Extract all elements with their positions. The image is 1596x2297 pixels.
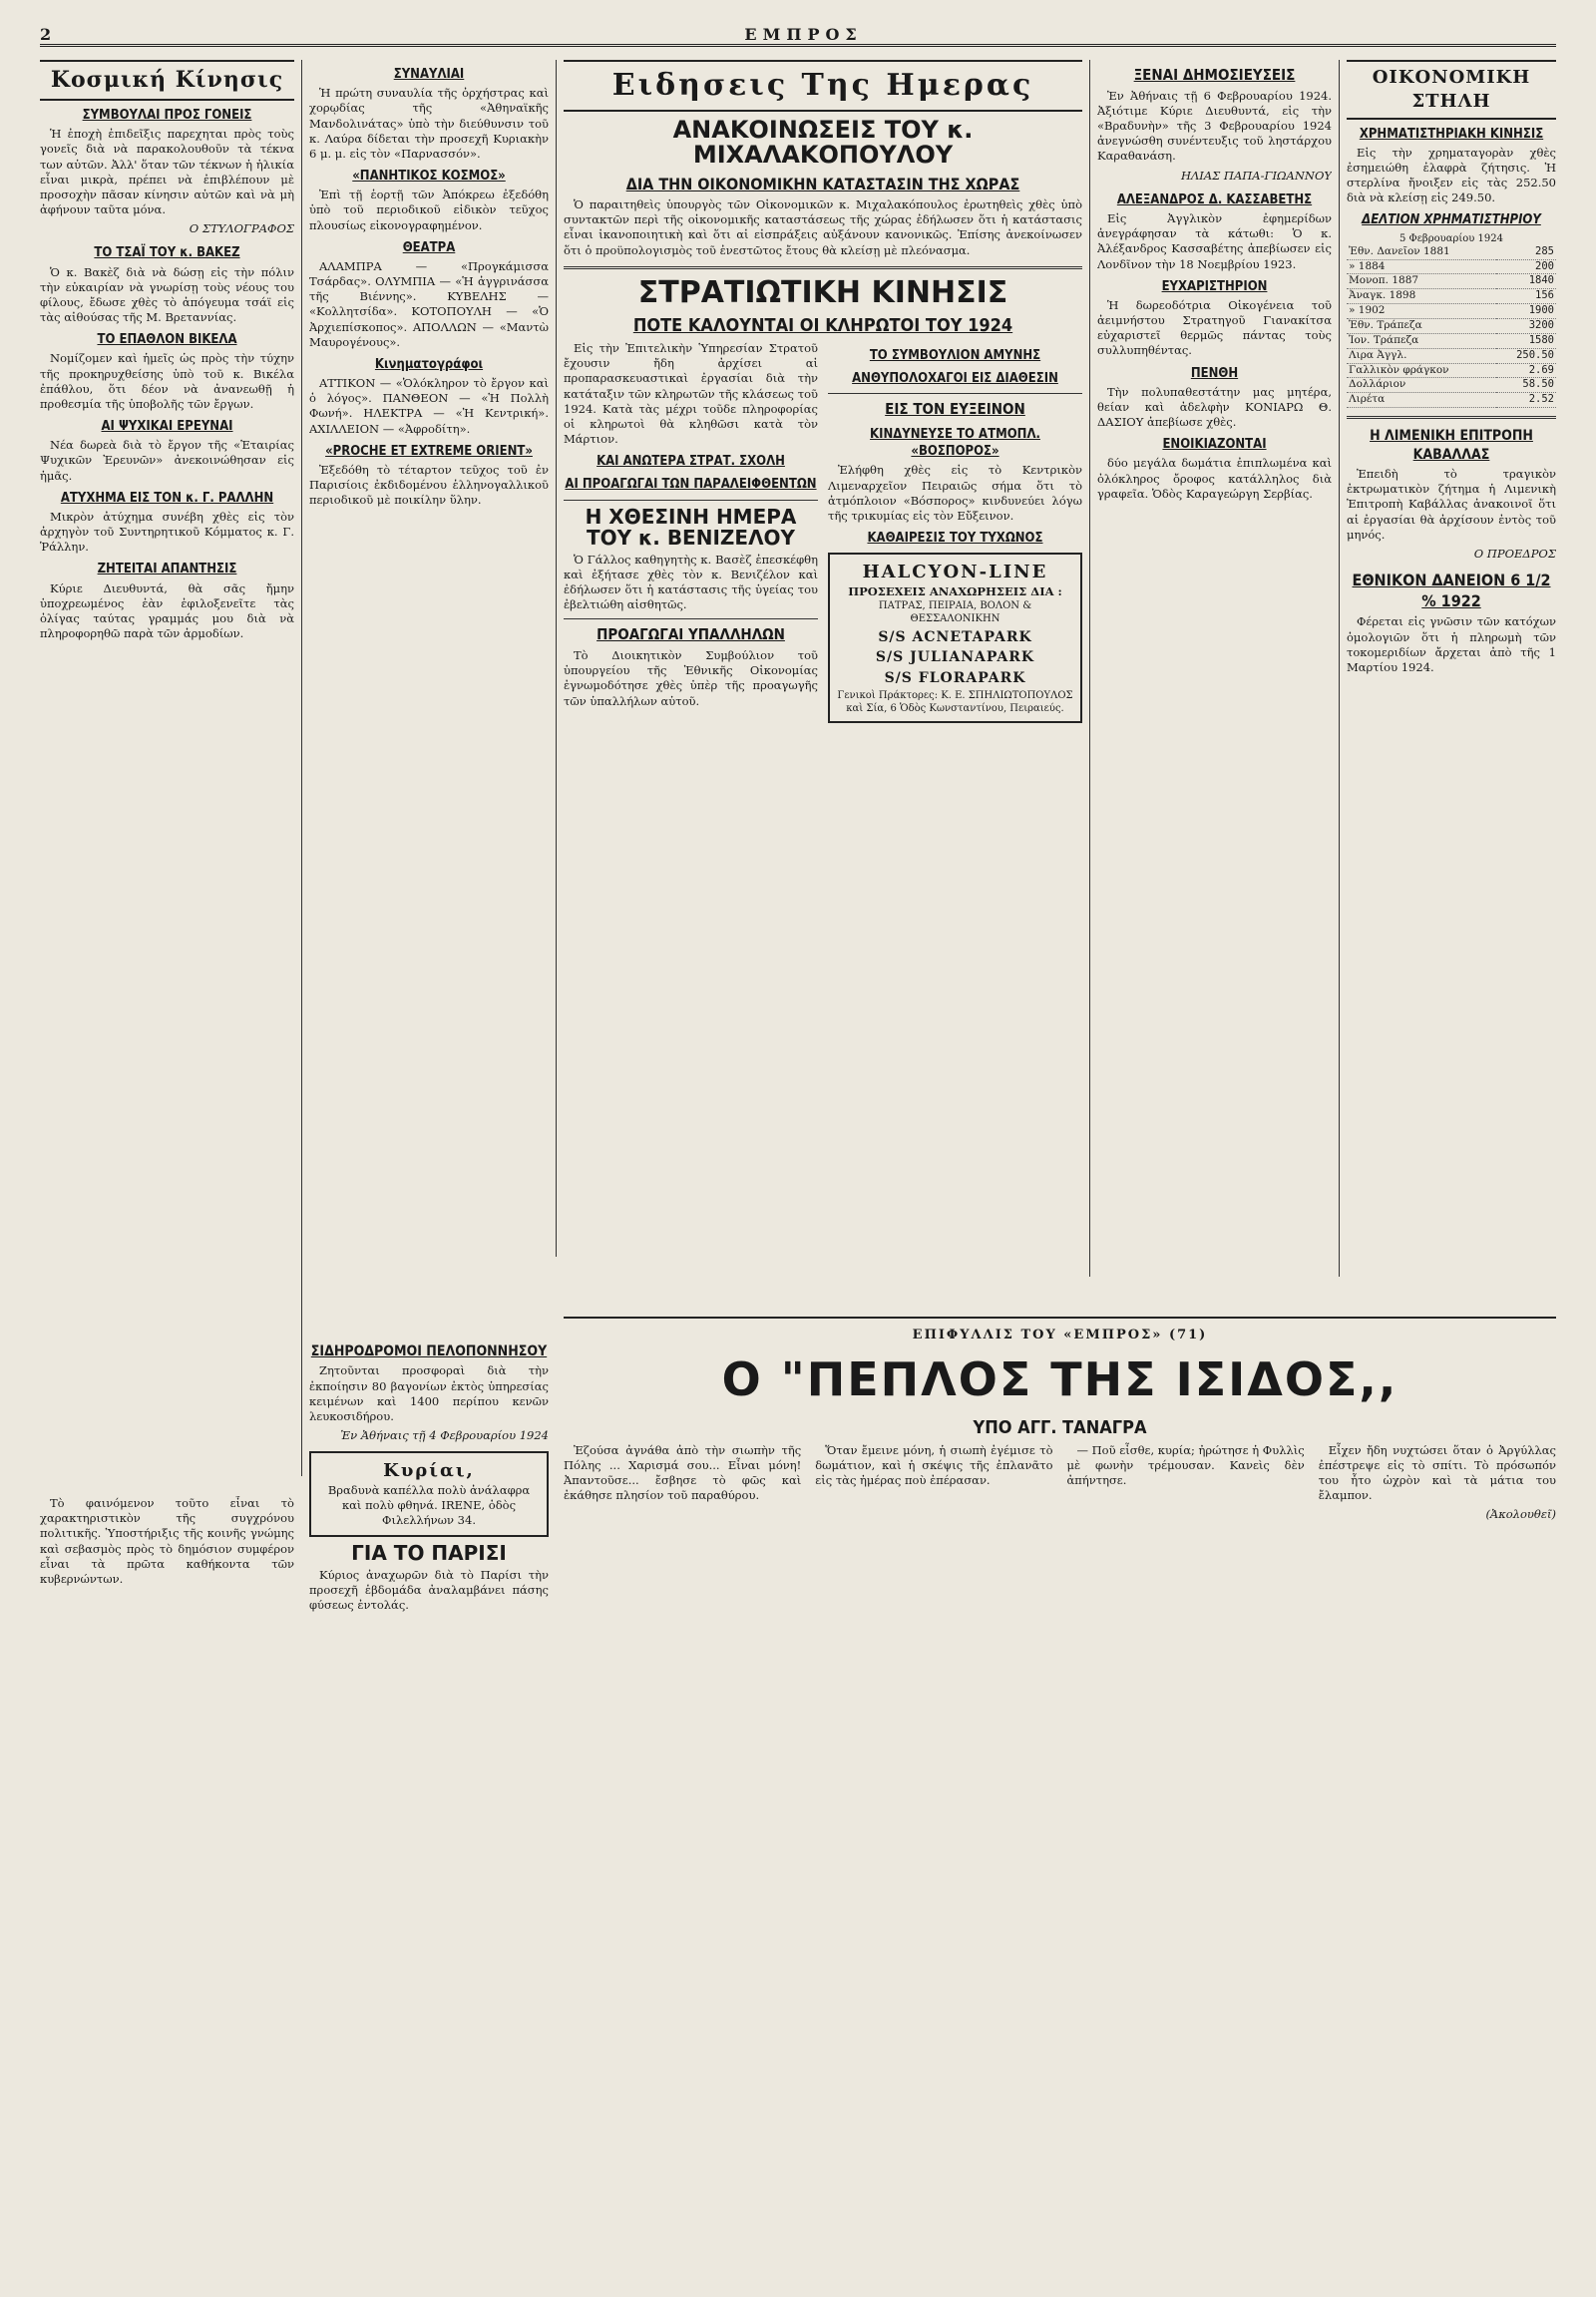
article-text: Ἐλήφθη χθὲς εἰς τὸ Κεντρικὸν Λιμεναρχεῖον Πειραιῶς σήμα ὅτι τὸ ἀτμόπλοιον «Βόσπορος» κινδυνεύει λόγω τῆς τρικυμίας εἰς τὸν Εὔξεινον. bbox=[828, 463, 1082, 523]
article-text: Ὁ Γάλλος καθηγητὴς κ. Βασὲζ ἐπεσκέφθη καὶ ἐξήτασε χθὲς τὸν κ. Βενιζέλον καὶ ἐδήλωσεν ὅτι ἡ κατάστασις τῆς ὑγείας του ἐβελτιώθη αἰσθητῶς. bbox=[564, 552, 818, 612]
continued-note: (Ἀκολουθεῖ) bbox=[1485, 1507, 1556, 1522]
column-lower-notices bbox=[309, 1337, 549, 2095]
headline: ΣΥΜΒΟΥΛΑΙ ΠΡΟΣ ΓΟΝΕΙΣ bbox=[82, 108, 252, 124]
serial-novel bbox=[564, 1327, 1556, 2124]
table-row: » 1884 200 bbox=[1347, 259, 1556, 274]
article-text: Τὸ φαινόμενον τοῦτο εἶναι τὸ χαρακτηριστικὸν τῆς συγχρόνου πολιτικῆς. Ὑποστήριξις τῆς κοινῆς γνώμης καὶ σεβασμὸς πρὸς τὸ δημόσιον συμφέρον εἶναι τὰ πρῶτα καθήκοντα τῶν κυβερνώντων. bbox=[40, 1496, 294, 1586]
ship-name: S/S ACNETAPARK bbox=[878, 628, 1032, 645]
headline: ΠΕΝΘΗ bbox=[1190, 365, 1239, 381]
serial-header: ΕΠΙΦΥΛΛΙΣ ΤΟΥ «ΕΜΠΡΟΣ» (71) bbox=[912, 1328, 1208, 1342]
ad-subtitle: ΠΡΟΣΕΧΕΙΣ ΑΝΑΧΩΡΗΣΕΙΣ ΔΙΑ : bbox=[848, 584, 1062, 599]
article-text: Κύριος ἀναχωρῶν διὰ τὸ Παρίσι τὴν προσεχῆ ἑβδομάδα ἀναλαμβάνει πάσης φύσεως ἐντολάς. bbox=[309, 1567, 549, 1612]
article-text: Ἐξεδόθη τὸ τέταρτον τεῦχος τοῦ ἐν Παρισίοις ἐκδιδομένου ἑλληνογαλλικοῦ περιοδικοῦ μὲ ποικίλην ὕλην. bbox=[309, 462, 549, 508]
ad-footer: Γενικοὶ Πράκτορες: Κ. Ε. ΣΠΗΛΙΩΤΟΠΟΥΛΟΣ καὶ Σία, 6 Ὁδὸς Κωνσταντίνου, Πειραιεύς. bbox=[837, 689, 1073, 715]
serial-author: ΥΠΟ ΑΓΓ. ΤΑΝΑΓΡΑ bbox=[973, 1416, 1147, 1438]
table-row: Ἀναγκ. 1898 156 bbox=[1347, 289, 1556, 304]
table-row: » 1902 1900 bbox=[1347, 304, 1556, 319]
article-text: Ἡ δωρεοδότρια Οἰκογένεια τοῦ ἀειμνήστου Στρατηγοῦ Γιανακίτσα εὐχαριστεῖ θερμῶς πάντας τοὺς συλλυπηθέντας. bbox=[1097, 297, 1332, 358]
table-row: Ἐθν. Τράπεζα 3200 bbox=[1347, 318, 1556, 333]
article-text: δύο μεγάλα δωμάτια ἐπιπλωμένα καὶ ὀλόκληρος ὄροφος κατάλληλος διὰ γραφεῖα. Ὁδὸς Καραγεώργη Σερβίας. bbox=[1097, 456, 1332, 501]
headline: ΑΤΥΧΗΜΑ ΕΙΣ ΤΟΝ κ. Γ. ΡΑΛΛΗΝ bbox=[60, 490, 274, 506]
article-text: Εἰς τὴν χρηματαγορὰν χθὲς ἐσημειώθη ἐλαφρὰ ζήτησις. Ἡ στερλίνα ἤνοιξεν εἰς τὰς 252.50 διὰ νὰ κλείσῃ εἰς 249.50. bbox=[1347, 145, 1556, 205]
headline: «PROCHE ET EXTREME ORIENT» bbox=[325, 443, 533, 459]
signature: Ἐν Ἀθήναις τῇ 4 Φεβρουαρίου 1924 bbox=[340, 1428, 549, 1443]
article-text: Εἰς τὴν Ἐπιτελικὴν Ὑπηρεσίαν Στρατοῦ ἔχουσιν ἤδη ἀρχίσει αἱ προπαρασκευαστικαὶ ἐργασίαι διὰ τὴν κατάταξιν τῶν κληρωτῶν τῆς κλάσεως τοῦ 1924. Κατὰ τὰς μέχρι τοῦδε πληροφορίας οἱ κληρωτοὶ θὰ κληθῶσι κατὰ τὸν Μάρτιον. bbox=[564, 341, 818, 447]
serial-text: Ἐζούσα ἀγνάθα ἀπὸ τὴν σιωπὴν τῆς Πόλης ... Χαρισμά σου... Εἶναι μόνη! Ἀπαντοῦσε... ἔσβησε τὸ φῶς καὶ ἐκάθησε πλησίον τοῦ παραθύρου. bbox=[564, 1442, 802, 1503]
article-text: Εἰς Ἀγγλικὸν ἐφημερίδων ἀνεγράφησαν τὰ κάτωθι: Ὁ κ. Ἀλέξανδρος Κασσαβέτης ἀπεβίωσεν εἰς Λονδῖνον τὴν 18 Νοεμβρίου 1923. bbox=[1097, 210, 1332, 271]
ad-title: HALCYON-LINE bbox=[862, 562, 1048, 583]
serial-text: Εἶχεν ἤδη νυχτώσει ὅταν ὁ Ἀργύλλας ἐπέστρεψε εἰς τὸ σπίτι. Τὸ πρόσωπόν του ἦτο ὠχρὸν καὶ τὰ μάτια του ἔλαμπον. bbox=[1318, 1442, 1556, 1503]
subheadline: ΚΙΝΔΥΝΕΥΣΕ ΤΟ ΑΤΜΟΠΛ. «ΒΟΣΠΟΡΟΣ» bbox=[870, 427, 1040, 460]
ad-route: ΠΑΤΡΑΣ, ΠΕΙΡΑΙΑ, ΒΟΛΟΝ & ΘΕΣΣΑΛΟΝΙΚΗΝ bbox=[878, 600, 1032, 625]
signature: Ο ΠΡΟΕΔΡΟΣ bbox=[1473, 546, 1556, 561]
headline: ΣΙΔΗΡΟΔΡΟΜΟΙ ΠΕΛΟΠΟΝΝΗΣΟΥ bbox=[310, 1343, 548, 1359]
headline: ΘΕΑΤΡΑ bbox=[402, 239, 456, 255]
headline: ΤΟ ΤΣΑΪ ΤΟΥ κ. ΒΑΚΕΖ bbox=[94, 245, 240, 261]
headline: ΕΙΣ ΤΟΝ ΕΥΞΕΙΝΟΝ bbox=[885, 400, 1025, 419]
article-text: Ὁ κ. Βακὲζ διὰ νὰ δώσῃ εἰς τὴν πόλιν τὴν εὐκαιρίαν νὰ γνωρίσῃ τοὺς νέους του φίλους, ἔδωσε χθὲς τὸ ἀπόγευμα τσάϊ εἰς τὰς αἰθούσας τῆς Μ. Βρεταννίας. bbox=[40, 264, 294, 325]
headline: Η ΛΙΜΕΝΙΚΗ ΕΠΙΤΡΟΠΗ ΚΑΒΑΛΛΑΣ bbox=[1370, 428, 1533, 463]
subheadline: ΠΟΤΕ ΚΑΛΟΥΝΤΑΙ ΟΙ ΚΛΗΡΩΤΟΙ ΤΟΥ 1924 bbox=[632, 315, 1013, 337]
table-row: Ἐθν. Δανεῖον 1881 285 bbox=[1347, 245, 1556, 259]
table-date: 5 Φεβρουαρίου 1924 bbox=[1399, 232, 1503, 244]
column-entertainment bbox=[309, 60, 549, 957]
serial-title: Ο "ΠΕΠΛΟΣ ΤΗΣ ΙΣΙΔΟΣ,, bbox=[721, 1352, 1398, 1407]
page-number: 2 bbox=[40, 25, 52, 44]
table-row: Γαλλικὸν φράγκον 2.69 bbox=[1347, 363, 1556, 378]
column-politics bbox=[40, 1496, 294, 2095]
article-text: Τὴν πολυπαθεστάτην μας μητέρα, θείαν καὶ ἀδελφὴν ΚΟΝΙΑΡΩ Θ. ΔΑΣΙΟΥ ἀπεβίωσε χθὲς. bbox=[1097, 384, 1332, 430]
ad-title: Κυρίαι, bbox=[383, 1460, 475, 1482]
signature: Ο ΣΤΥΛΟΓΡΑΦΟΣ bbox=[189, 221, 294, 236]
headline: ΤΟ ΕΠΑΘΛΟΝ ΒΙΚΕΛΑ bbox=[97, 332, 237, 348]
table-row: Μονοπ. 1887 1840 bbox=[1347, 274, 1556, 289]
table-row: Λιρα Ἀγγλ. 250.50 bbox=[1347, 348, 1556, 363]
headline: ΑΙ ΠΡΟΑΓΩΓΑΙ ΤΩΝ ΠΑΡΑΛΕΙΦΘΕΝΤΩΝ bbox=[565, 477, 817, 493]
headline: ΑΝΘΥΠΟΛΟΧΑΓΟΙ ΕΙΣ ΔΙΑΘΕΣΙΝ bbox=[852, 371, 1058, 387]
ship-name: S/S FLORAPARK bbox=[884, 669, 1026, 686]
article-text: Φέρεται εἰς γνῶσιν τῶν κατόχων ὁμολογιῶν ὅτι ἡ πληρωμὴ τῶν τοκομεριδίων ἄρχεται ἀπὸ τῆς 1 Μαρτίου 1924. bbox=[1347, 614, 1556, 674]
article-text: ΑΛΑΜΠΡΑ — «Προγκάμισσα Τσάρδας». ΟΛΥΜΠΙΑ — «Ἡ ἀγγρινάσσα τῆς Βιέννης». ΚΥΒΕΛΗΣ — «Κολλητσίδα». ΚΟΤΟΠΟΥΛΗ — «Ὁ Ἀρχιεπίσκοπος». ΑΠΟΛΛΩΝ — «Μαντὼ Μαυρογένους». bbox=[309, 258, 549, 349]
headline: «ΠΑΝΗΤΙΚΟΣ ΚΟΣΜΟΣ» bbox=[352, 169, 506, 185]
signature: ΗΛΙΑΣ ΠΑΠΑ-ΓΙΩΑΝΝΟΥ bbox=[1180, 168, 1332, 183]
headline: ΠΡΟΑΓΩΓΑΙ ΥΠΑΛΛΗΛΩΝ bbox=[597, 625, 785, 644]
headline: ΧΡΗΜΑΤΙΣΤΗΡΙΑΚΗ ΚΙΝΗΣΙΣ bbox=[1359, 126, 1544, 142]
article-text: Ζητοῦνται προσφοραὶ διὰ τὴν ἐκποίησιν 80 βαγονίων ἐκτὸς ὑπηρεσίας κειμένων καὶ 1400 περίπου κενῶν λευκοσιδήρου. bbox=[309, 1363, 549, 1423]
article-text: Τὸ Διοικητικὸν Συμβούλιον τοῦ ὑπουργείου τῆς Ἐθνικῆς Οἰκονομίας ἐγνωμοδότησε χθὲς ὑπὲρ τῆς προαγωγῆς τῶν ὑπαλλήλων αὐτοῦ. bbox=[564, 648, 818, 708]
headline: ΑΝΑΚΟΙΝΩΣΕΙΣ ΤΟΥ κ. ΜΙΧΑΛΑΚΟΠΟΥΛΟΥ bbox=[672, 115, 974, 169]
table-row: Λιρέτα 2.52 bbox=[1347, 393, 1556, 408]
headline: ΚΑΘΑΙΡΕΣΙΣ ΤΟΥ ΤΥΧΩΝΟΣ bbox=[867, 531, 1043, 547]
subheadline: ΔΙΑ ΤΗΝ ΟΙΚΟΝΟΜΙΚΗΝ ΚΑΤΑΣΤΑΣΙΝ ΤΗΣ ΧΩΡΑΣ bbox=[625, 174, 1020, 193]
article-text: Ἐπὶ τῇ ἑορτῇ τῶν Ἀπόκρεω ἐξεδόθη ὑπὸ τοῦ περιοδικοῦ εἰδικὸν τεῦχος πλουσίως εἰκονογραφημένον. bbox=[309, 188, 549, 232]
exchange-table bbox=[1347, 245, 1556, 408]
table-row: Ἰον. Τράπεζα 1580 bbox=[1347, 333, 1556, 348]
section-banner-finance: ΟΙΚΟΝΟΜΙΚΗ ΣΤΗΛΗ bbox=[1347, 60, 1556, 120]
advertisement-irene bbox=[309, 1451, 549, 1536]
headline: ΑΛΕΞΑΝΔΡΟΣ Δ. ΚΑΣΣΑΒΕΤΗΣ bbox=[1116, 191, 1313, 207]
table-row: Δολλάριον 58.50 bbox=[1347, 378, 1556, 393]
article-text: ΑΤΤΙΚΟΝ — «Ὁλόκληρον τὸ ἔργον καὶ ὁ λόγος». ΠΑΝΘΕΟΝ — «Ἡ Πολλὴ Φωνή». ΗΛΕΚΤΡΑ — «Ἡ Κεντρική». ΑΧΙΛΛΕΙΟΝ — «Ἀφροδίτη». bbox=[309, 376, 549, 436]
article-text: Νομίζομεν καὶ ἡμεῖς ὡς πρὸς τὴν τύχην τῆς προκηρυχθείσης ὑπὸ τοῦ κ. Βικέλα ἐπάθλου, ὅτι δέον νὰ ἀνανεωθῇ ἡ προθεσμία τῆς ὑποβολῆς τῶν ἔργων. bbox=[40, 351, 294, 411]
article-text: Ἡ ἐποχὴ ἐπιδεῖξις παρεχηται πρὸς τοὺς γονεῖς διὰ νὰ παρακολουθοῦν τὰ τέκνα των αὐτῶν. Ἀλλ' ὅταν τῶν τέκνων ἡ ἡλικία εἶναι μικρὰ, πρέπει νὰ ἐπιβλέπουν μὲ προσοχὴν πᾶσαν κίνησιν αὐτῶν καὶ νὰ μὴ ἀφήνουν ταῦτα μόνα. bbox=[40, 127, 294, 217]
headline: ΕΝΟΙΚΙΑΖΟΝΤΑΙ bbox=[1162, 437, 1267, 453]
column-social bbox=[40, 60, 294, 1476]
section-banner-news: Ειδησεις Της Ημερας bbox=[564, 60, 1082, 112]
article-text: Μικρὸν ἀτύχημα συνέβη χθὲς εἰς τὸν ἀρχηγὸν τοῦ Συντηρητικοῦ Κόμματος κ. Γ. Ῥάλλην. bbox=[40, 509, 294, 555]
masthead bbox=[40, 14, 1556, 47]
column-daily-news bbox=[564, 60, 1082, 1237]
headline: Κινηματογράφοι bbox=[374, 356, 484, 372]
headline: Η ΧΘΕΣΙΝΗ ΗΜΕΡΑ ΤΟΥ κ. ΒΕΝΙΖΕΛΟΥ bbox=[585, 504, 797, 550]
headline: ΞΕΝΑΙ ΔΗΜΟΣΙΕΥΣΕΙΣ bbox=[1133, 66, 1296, 84]
serial-text: Ὅταν ἔμεινε μόνη, ἡ σιωπὴ ἐγέμισε τὸ δωμάτιον, καὶ ἡ σκέψις τῆς ἐπλανᾶτο εἰς τὰς ἡμέρας ποὺ ἐπέρασαν. bbox=[815, 1442, 1053, 1487]
headline: ΑΙ ΨΥΧΙΚΑΙ ΕΡΕΥΝΑΙ bbox=[101, 419, 233, 435]
serial-text: — Ποῦ εἶσθε, κυρία; ἠρώτησε ἡ Φυλλὶς μὲ φωνὴν τρέμουσαν. Κανεὶς δὲν ἀπήντησε. bbox=[1066, 1442, 1305, 1487]
article-text: Κύριε Διευθυντά, θὰ σᾶς ἤμην ὑποχρεωμένος ἐὰν ἐφιλοξενεῖτε τὰς ὀλίγας ταύτας γραμμάς μου διὰ νὰ πληροφορηθῶ παρὰ τῶν ἁρμοδίων. bbox=[40, 580, 294, 641]
ad-text: Βραδυνὰ καπέλλα πολὺ ἀνάλαφρα καὶ πολὺ φθηνά. IRENE, ὁδὸς Φιλελλήνων 34. bbox=[327, 1483, 531, 1528]
headline: ΤΟ ΣΥΜΒΟΥΛΙΟΝ ΑΜΥΝΗΣ bbox=[869, 348, 1041, 364]
newspaper-name: ΕΜΠΡΟΣ bbox=[744, 25, 863, 44]
table-title: ΔΕΛΤΙΟΝ ΧΡΗΜΑΤΙΣΤΗΡΙΟΥ bbox=[1362, 212, 1541, 228]
column-notices bbox=[1097, 60, 1332, 1237]
article-text: Ὁ παραιτηθεὶς ὑπουργὸς τῶν Οἰκονομικῶν κ. Μιχαλακόπουλος ἐρωτηθεὶς χθὲς ὑπὸ συντακτῶν περὶ τῆς οἰκονομικῆς καταστάσεως τῆς χώρας ἐδήλωσεν ὅτι ἡ κατάστασις εἶναι ἱκανοποιητικὴ καὶ ὅτι αἱ εἰσπράξεις αὐξάνουν κανονικῶς. Ἐπίσης ἀνεκοίνωσεν ὅτι ὁ προϋπολογισμὸς τοῦ ἐνεστῶτος ἔτους θὰ κλείσῃ μὲ πλεόνασμα. bbox=[564, 197, 1082, 257]
article-text: Ἡ πρώτη συναυλία τῆς ὀρχήστρας καὶ χορῳδίας τῆς «Ἀθηναϊκῆς Μανδολινάτας» ὑπὸ τὴν διεύθυνσιν τοῦ κ. Λαύρα δίδεται τὴν προσεχῆ Κυριακὴν 6 μ. μ. εἰς τὸν «Παρνασσόν». bbox=[309, 86, 549, 161]
article-text: Ἐπειδὴ τὸ τραγικὸν ἐκτρωματικὸν ζήτημα ἡ Λιμενικὴ Ἐπιτροπὴ Καβάλλας ἀνακοινοῖ ὅτι αἱ ἐργασίαι θὰ ἀρχίσουν ἐντὸς τοῦ μηνός. bbox=[1347, 467, 1556, 542]
ship-name: S/S JULIANAPARK bbox=[875, 649, 1035, 666]
headline: ΣΤΡΑΤΙΩΤΙΚΗ ΚΙΝΗΣΙΣ bbox=[637, 274, 1008, 310]
headline: ΕΥΧΑΡΙΣΤΗΡΙΟΝ bbox=[1161, 278, 1268, 294]
headline: ΖΗΤΕΙΤΑΙ ΑΠΑΝΤΗΣΙΣ bbox=[97, 562, 237, 577]
advertisement-halcyon bbox=[828, 553, 1082, 723]
headline: ΣΥΝΑΥΛΙΑΙ bbox=[393, 67, 465, 82]
headline: ΓΙΑ ΤΟ ΠΑΡΙΣΙ bbox=[351, 1540, 507, 1565]
section-banner-social: Κοσμική Κίνησις bbox=[40, 60, 294, 101]
column-finance bbox=[1347, 60, 1556, 1297]
article-text: Νέα δωρεὰ διὰ τὸ ἔργον τῆς «Ἑταιρίας Ψυχικῶν Ἐρευνῶν» ἀνεκοινώθησαν εἰς ἡμᾶς. bbox=[40, 438, 294, 483]
article-text: Ἐν Ἀθήναις τῇ 6 Φεβρουαρίου 1924. Ἀξιότιμε Κύριε Διευθυντά, εἰς τὴν «Βραδυνὴν» τῆς 3 Φεβρουαρίου 1924 ἀνεγνώσθη συνέντευξις τοῦ ληστάρχου Καραθανάση. bbox=[1097, 88, 1332, 164]
headline: ΚΑΙ ΑΝΩΤΕΡΑ ΣΤΡΑΤ. ΣΧΟΛΗ bbox=[597, 454, 785, 470]
headline: ΕΘΝΙΚΟΝ ΔΑΝΕΙΟΝ 6 1/2 % 1922 bbox=[1352, 571, 1551, 611]
